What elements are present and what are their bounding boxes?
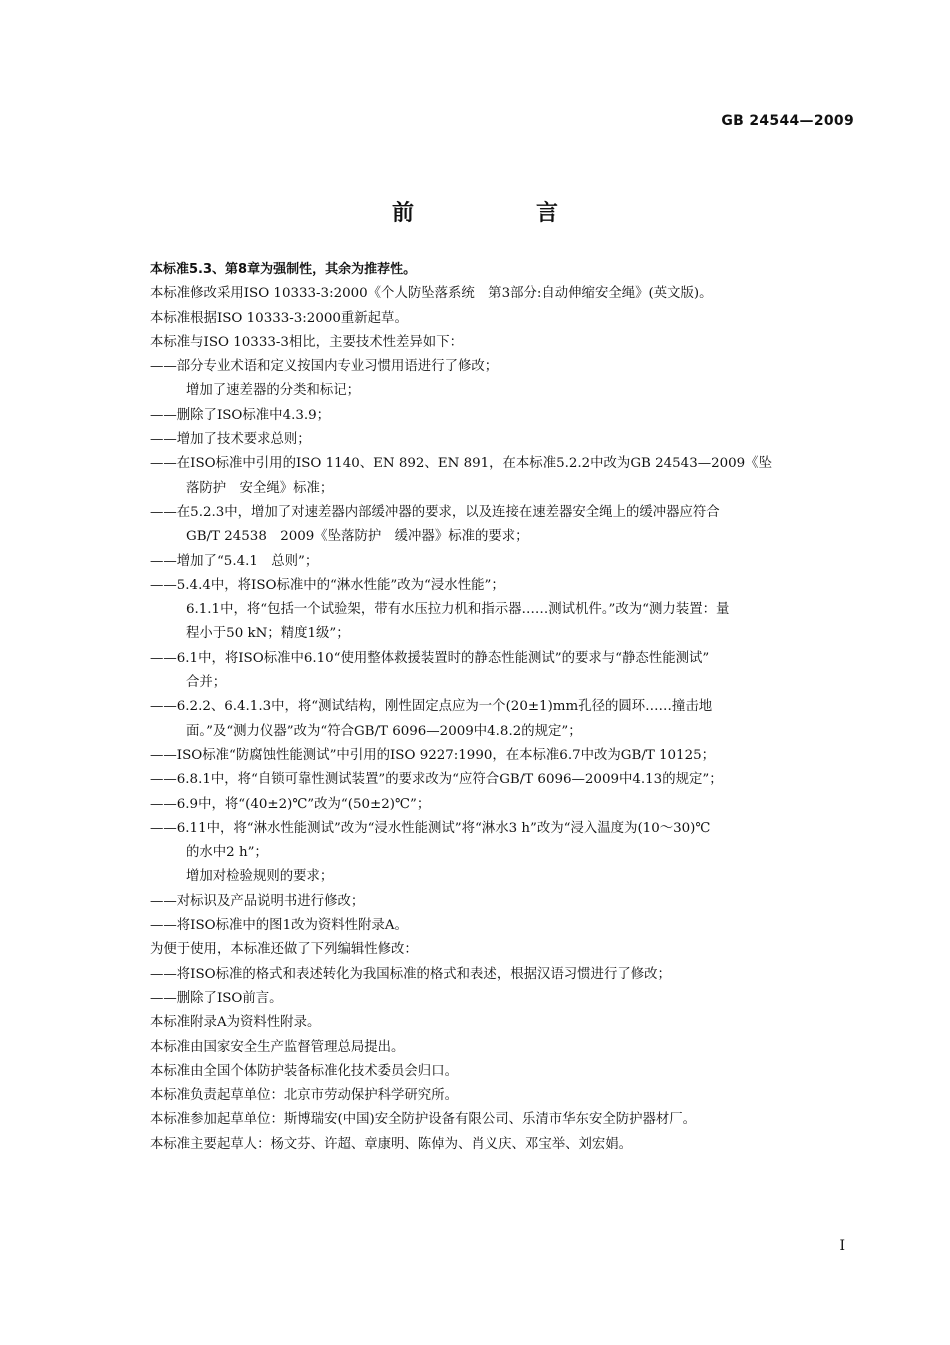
text-line: 本标准参加起草单位：斯博瑞安(中国)安全防护设备有限公司、乐清市华东安全防护器材厂。 <box>150 1112 697 1128</box>
text-line: 本标准由国家安全生产监督管理总局提出。 <box>150 1039 405 1055</box>
text-line: ——将ISO标准的格式和表述转化为我国标准的格式和表述，根据汉语习惯进行了修改； <box>150 966 671 982</box>
text-line: 本标准5.3、第8章为强制性，其余为推荐性。 <box>150 262 417 277</box>
text-line: ——6.8.1中，将“自锁可靠性测试装置”的要求改为“应符合GB/T 6096—2009中4.13的规定”； <box>150 772 723 788</box>
text-line: 增加对检验规则的要求； <box>186 869 334 885</box>
text-line: ——删除了ISO前言。 <box>150 990 283 1006</box>
text-line: 6.1.1中，将“包括一个试验架，带有水压拉力机和指示器……测试机件。”改为“测力装置：量 <box>186 602 730 618</box>
page-number: I <box>839 1238 845 1254</box>
text-line: ——6.11中，将“淋水性能测试”改为“浸水性能测试”将“淋水3 h”改为“浸入温度为(10～30)℃ <box>150 820 711 836</box>
text-line: 程小于50 kN；精度1级”； <box>186 626 350 642</box>
text-line: ——将ISO标准中的图1改为资料性附录A。 <box>150 918 408 934</box>
text-line: ——ISO标准“防腐蚀性能测试”中引用的ISO 9227:1990，在本标准6.7中改为GB/T 10125； <box>150 747 716 763</box>
text-line: ——对标识及产品说明书进行修改； <box>150 893 365 909</box>
text-line: 本标准修改采用ISO 10333-3:2000《个人防坠落系统 第3部分:自动伸缩安全绳》(英文版)。 <box>150 286 713 302</box>
text-line: 本标准负责起草单位：北京市劳动保护科学研究所。 <box>150 1088 458 1104</box>
text-line: ——增加了技术要求总则； <box>150 432 311 448</box>
text-line: 本标准附录A为资料性附录。 <box>150 1015 321 1031</box>
text-line: 落防护 安全绳》标准； <box>186 480 334 496</box>
page-title: 前 言 <box>391 201 608 226</box>
text-line: 增加了速差器的分类和标记； <box>186 383 361 399</box>
text-line: 的水中2 h”； <box>186 845 268 861</box>
text-line: 本标准与ISO 10333-3相比，主要技术性差异如下： <box>150 334 463 350</box>
text-line: 本标准主要起草人：杨文芬、许超、章康明、陈倬为、肖义庆、邓宝举、刘宏娟。 <box>150 1136 633 1152</box>
text-line: ——6.2.2、6.4.1.3中，将“测试结构，刚性固定点应为一个(20±1)mm孔径的圆环……撞击地 <box>150 699 713 715</box>
standard-code: GB 24544—2009 <box>721 113 854 129</box>
text-line: ——6.1中，将ISO标准中6.10“使用整体救援装置时的静态性能测试”的要求与“静态性能测试” <box>150 650 710 666</box>
text-line: ——删除了ISO标准中4.3.9； <box>150 407 331 423</box>
text-line: ——6.9中，将“(40±2)℃”改为“(50±2)℃”； <box>150 796 431 812</box>
text-line: GB/T 24538 2009《坠落防护 缓冲器》标准的要求； <box>186 529 529 545</box>
text-line: 面。”及“测力仪器”改为“符合GB/T 6096—2009中4.8.2的规定”； <box>186 723 582 739</box>
text-line: ——在5.2.3中，增加了对速差器内部缓冲器的要求，以及连接在速差器安全绳上的缓冲器应符合 <box>150 504 720 520</box>
text-line: 本标准根据ISO 10333-3:2000重新起草。 <box>150 310 408 326</box>
text-line: ——5.4.4中，将ISO标准中的“淋水性能”改为“浸水性能”； <box>150 577 505 593</box>
text-line: 为便于使用，本标准还做了下列编辑性修改： <box>150 942 418 958</box>
text-line: ——在ISO标准中引用的ISO 1140、EN 892、EN 891，在本标准5.2.2中改为GB 24543—2009《坠 <box>150 456 772 472</box>
text-line: ——增加了“5.4.1 总则”； <box>150 553 319 569</box>
text-line: 本标准由全国个体防护装备标准化技术委员会归口。 <box>150 1063 458 1079</box>
foreword-body <box>150 258 858 1157</box>
text-line: ——部分专业术语和定义按国内专业习惯用语进行了修改； <box>150 359 499 375</box>
text-line: 合并； <box>186 675 227 691</box>
